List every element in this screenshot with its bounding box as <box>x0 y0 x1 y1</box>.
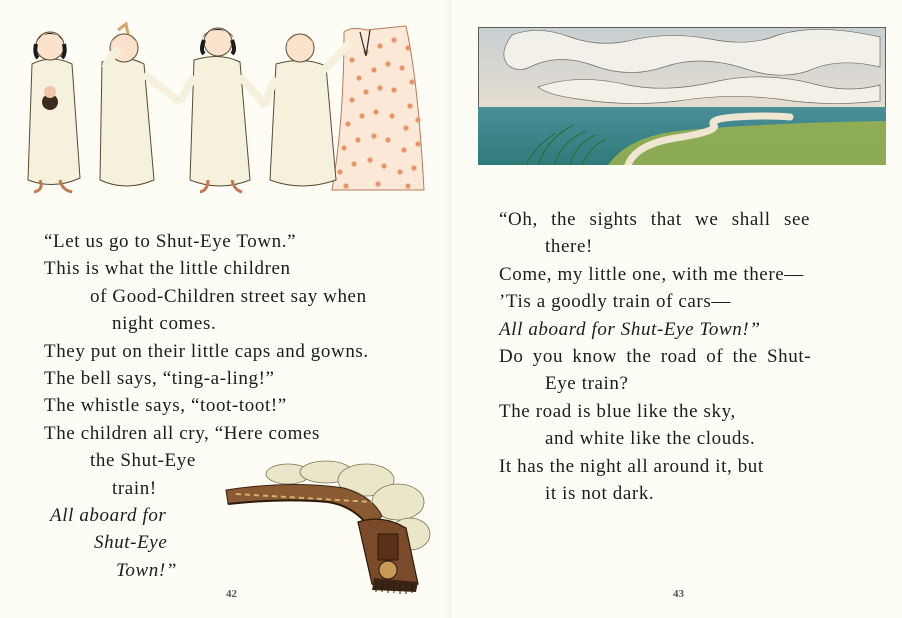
text-line: it is not dark. <box>545 483 655 505</box>
text-line: Do you know the road of the Shut- <box>499 346 812 368</box>
text-line: the Shut-Eye <box>90 450 196 472</box>
text-line: and white like the clouds. <box>545 428 756 450</box>
right-page <box>451 0 902 618</box>
text-line: This is what the little children <box>44 258 291 280</box>
shut-eye-train-illustration <box>222 458 438 596</box>
text-line: The bell says, “ting-a-ling!” <box>44 368 275 390</box>
text-line-content: “Oh, the sights that we shall see <box>499 209 811 230</box>
text-line: It has the night all around it, but <box>499 455 764 477</box>
text-line: The whistle says, “toot-toot!” <box>44 395 287 417</box>
child-with-doll <box>28 32 80 192</box>
text-line: Shut-Eye <box>94 532 168 554</box>
children-in-nightgowns-illustration <box>14 20 432 196</box>
text-line: They put on their little caps and gowns. <box>44 340 369 362</box>
child-rubbing-eyes <box>100 24 180 186</box>
text-line: Come, my little one, with me there— <box>499 263 804 285</box>
landscape-road-illustration <box>478 27 886 165</box>
text-line <box>499 206 863 233</box>
text-line: Town!” <box>116 559 177 581</box>
text-line: All aboard for Shut-Eye Town!” <box>499 318 761 340</box>
text-line: All aboard for <box>50 505 167 527</box>
text-line: ’Tis a goodly train of cars— <box>499 291 731 313</box>
text-line: night comes. <box>112 313 217 335</box>
page-number: 42 <box>226 588 237 600</box>
text-line: there! <box>545 236 593 258</box>
page-number: 43 <box>673 588 684 600</box>
text-line: Eye train? <box>545 373 629 395</box>
text-line: The children all cry, “Here comes <box>44 422 320 444</box>
text-line: train! <box>112 477 157 499</box>
text-line: “Let us go to Shut-Eye Town.” <box>44 231 297 252</box>
child-holding-hands <box>180 28 266 192</box>
right-page-text <box>499 206 863 507</box>
text-line: of Good-Children street say when <box>90 285 367 307</box>
text-line: The road is blue like the sky, <box>499 400 736 422</box>
